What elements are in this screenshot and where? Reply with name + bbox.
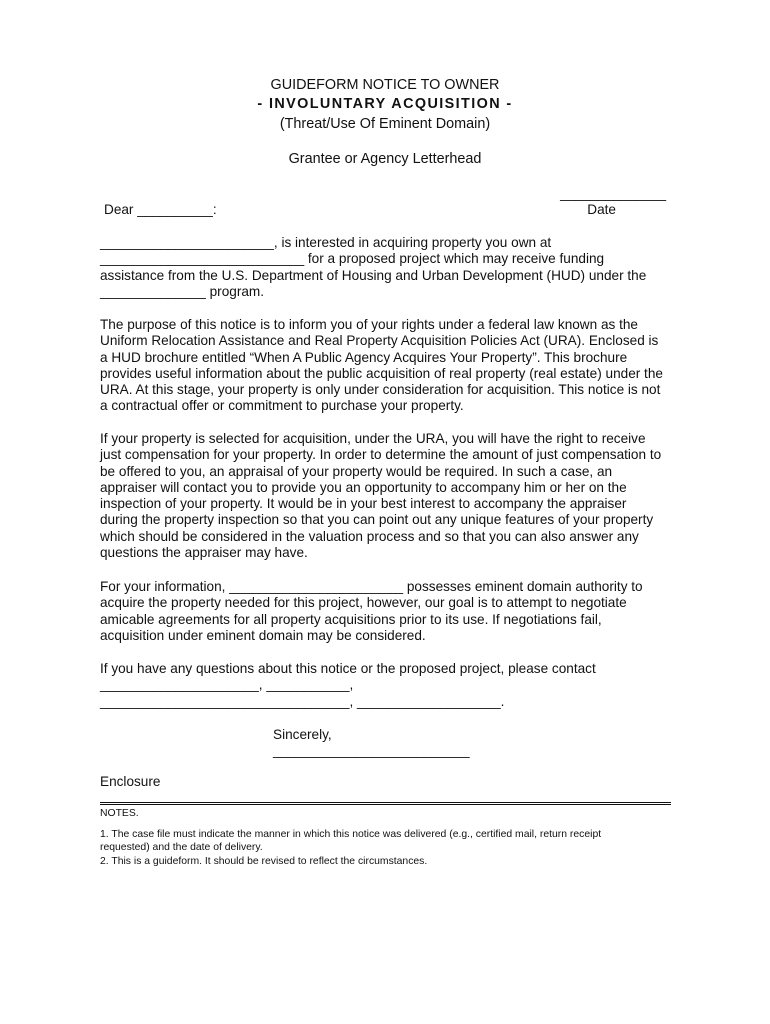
text-line: acquire the property needed for this project, however, our goal is to attempt to negotiate xyxy=(100,595,627,611)
paragraph-compensation xyxy=(100,431,690,561)
notes-label: NOTES. xyxy=(100,808,139,819)
text-line: If you have any questions about this notice or the proposed project, please contact xyxy=(100,661,596,676)
document-title: GUIDEFORM NOTICE TO OWNER xyxy=(270,77,500,93)
text-line: a contractual offer or commitment to purchase your property. xyxy=(100,398,464,414)
text-line: Uniform Relocation Assistance and Real Property Acquisition Policies Act (URA). Enclosed is xyxy=(100,333,659,349)
text-line: _________________________________, ___________________. xyxy=(100,693,505,709)
date-blank: ______________ xyxy=(560,186,666,201)
text-line: questions the appraiser may have. xyxy=(100,545,308,561)
paragraph-eminent-domain xyxy=(100,579,690,644)
text-line: assistance from the U.S. Department of Housing and Urban Development (HUD) under the xyxy=(100,267,647,283)
notes-divider xyxy=(100,802,671,803)
text-line: be offered to you, an appraisal of your property would be required. In such a case, an xyxy=(100,463,613,479)
text-line: a HUD brochure entitled “When A Public Agency Acquires Your Property”. This brochure xyxy=(100,349,628,365)
text-line: URA. At this stage, your property is only under consideration for acquisition. This notice is not xyxy=(100,382,661,398)
text-line: appraiser will contact you to provide you an opportunity to accompany him or her on the xyxy=(100,479,627,495)
note-item: requested) and the date of delivery. xyxy=(100,842,263,854)
document-subtitle: - INVOLUNTARY ACQUISITION - xyxy=(257,96,513,112)
text-line: ______________ program. xyxy=(100,283,265,299)
paragraph-interest xyxy=(100,235,690,300)
paragraph-contact xyxy=(100,661,690,710)
closing-block xyxy=(273,727,470,760)
text-line: ___________________________ for a proposed project which may receive funding xyxy=(100,251,605,267)
text-line: during the property inspection so that you can point out any unique features of your property xyxy=(100,512,654,528)
text-line: just compensation for your property. In order to determine the amount of just compensation to xyxy=(100,447,662,463)
text-line: The purpose of this notice is to inform you of your rights under a federal law known as the xyxy=(100,317,638,332)
notes-divider-secondary xyxy=(100,804,671,805)
text-line: For your information, _______________________ possesses eminent domain authority to xyxy=(100,579,643,594)
document-subtitle-note: (Threat/Use Of Eminent Domain) xyxy=(279,116,491,132)
text-line: _____________________, ___________, xyxy=(100,677,354,693)
text-line: inspection of your property. It would be in your best interest to accompany the appraiser xyxy=(100,496,627,512)
text-line: amicable agreements for all property acquisitions prior to its use. If negotiations fail, xyxy=(100,611,602,627)
enclosure-label: Enclosure xyxy=(100,774,161,789)
note-item: 2. This is a guideform. It should be revised to reflect the circumstances. xyxy=(100,855,428,867)
signature-line: __________________________ xyxy=(273,743,470,759)
note-item: 1. The case file must indicate the manner in which this notice was delivered (e.g., certified mail, return receipt xyxy=(100,829,602,841)
notes-section xyxy=(100,807,690,868)
paragraph-purpose xyxy=(100,317,690,415)
letterhead-placeholder: Grantee or Agency Letterhead xyxy=(288,151,482,167)
text-line: provides useful information about the public acquisition of real property (real estate) under the xyxy=(100,365,663,381)
salutation: Dear __________: xyxy=(104,202,217,217)
text-line: _______________________, is interested in acquiring property you own at xyxy=(100,235,552,250)
text-line: acquisition under eminent domain may be considered. xyxy=(100,627,426,643)
text-line: which should be considered in the valuation process and so that you can also answer any xyxy=(100,528,639,544)
text-line: If your property is selected for acquisition, under the URA, you will have the right to receive xyxy=(100,431,646,446)
closing-sincerely: Sincerely, xyxy=(273,727,332,742)
date-label: Date xyxy=(587,202,616,217)
